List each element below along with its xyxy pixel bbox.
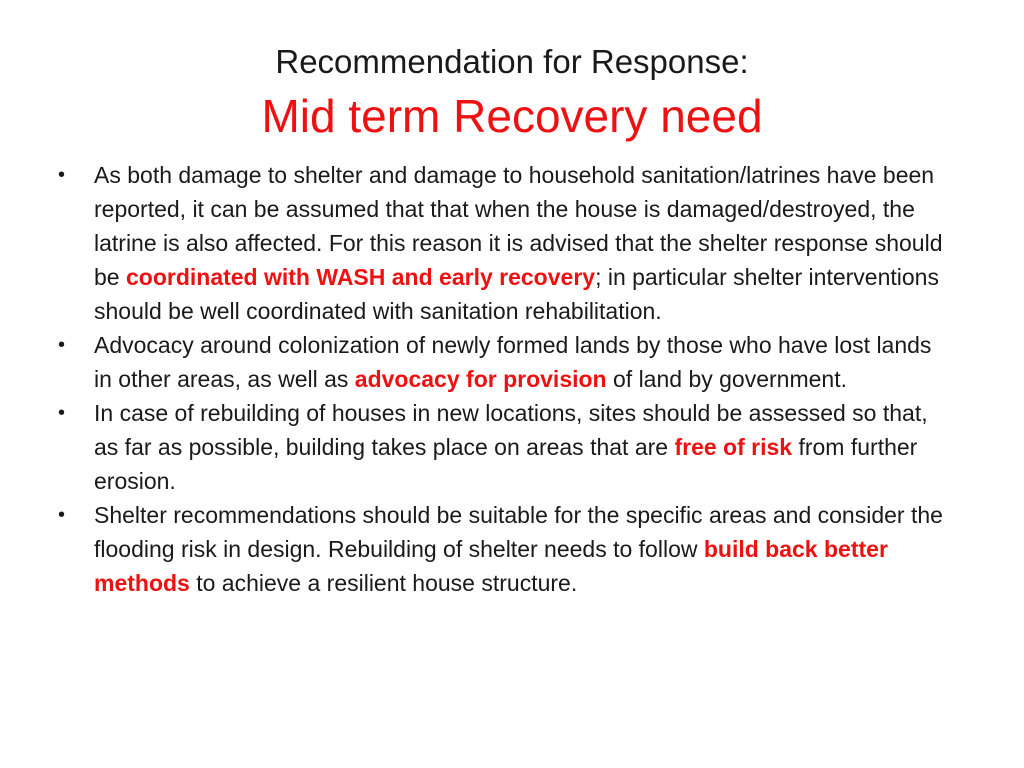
bullet-4-highlight: build back better methods [94,536,888,596]
bullet-3-text-end: from further erosion. [94,434,918,494]
bullet-dot-icon: • [58,402,66,424]
bullet-1-text-end: ; in particular shelter interventions should be well coordinated with sanitation rehabilitation. [94,264,939,324]
title-block [0,40,1024,146]
bullet-4-text-end: to achieve a resilient house structure. [189,570,578,596]
bullet-dot-icon: • [58,504,66,526]
bullet-4-text-start: Shelter recommendations should be suitable for the specific areas and consider the flooding risk in design. Rebuilding of shelter needs to follow [94,502,943,562]
bullet-2-text-start: Advocacy around colonization of newly formed lands by those who have lost lands in other areas, as well as [94,332,932,392]
bullet-3-highlight: free of risk [674,434,793,460]
bullet-1-text-start: As both damage to shelter and damage to household sanitation/latrines have been reported, it can be assumed that that when the house is damaged/destroyed, the latrine is also affected. For this reason it is advised that the shelter response should be [94,162,943,290]
bullet-item-2 [58,328,948,396]
bullet-2-highlight: advocacy for provision [354,366,607,392]
bullet-dot-icon: • [58,334,66,356]
bullet-list [58,158,948,600]
bullet-item-4 [58,498,948,600]
bullet-3-text-start: In case of rebuilding of houses in new locations, sites should be assessed so that, as far as possible, building takes place on areas that are [94,400,928,460]
bullet-item-3 [58,396,948,498]
slide-title: Recommendation for Response: [275,43,749,80]
slide-subtitle: Mid term Recovery need [261,90,763,142]
bullet-1-highlight: coordinated with WASH and early recovery [125,264,596,290]
bullet-dot-icon: • [58,164,66,186]
bullet-item-1 [58,158,948,328]
bullet-2-text-end: of land by government. [606,366,847,392]
